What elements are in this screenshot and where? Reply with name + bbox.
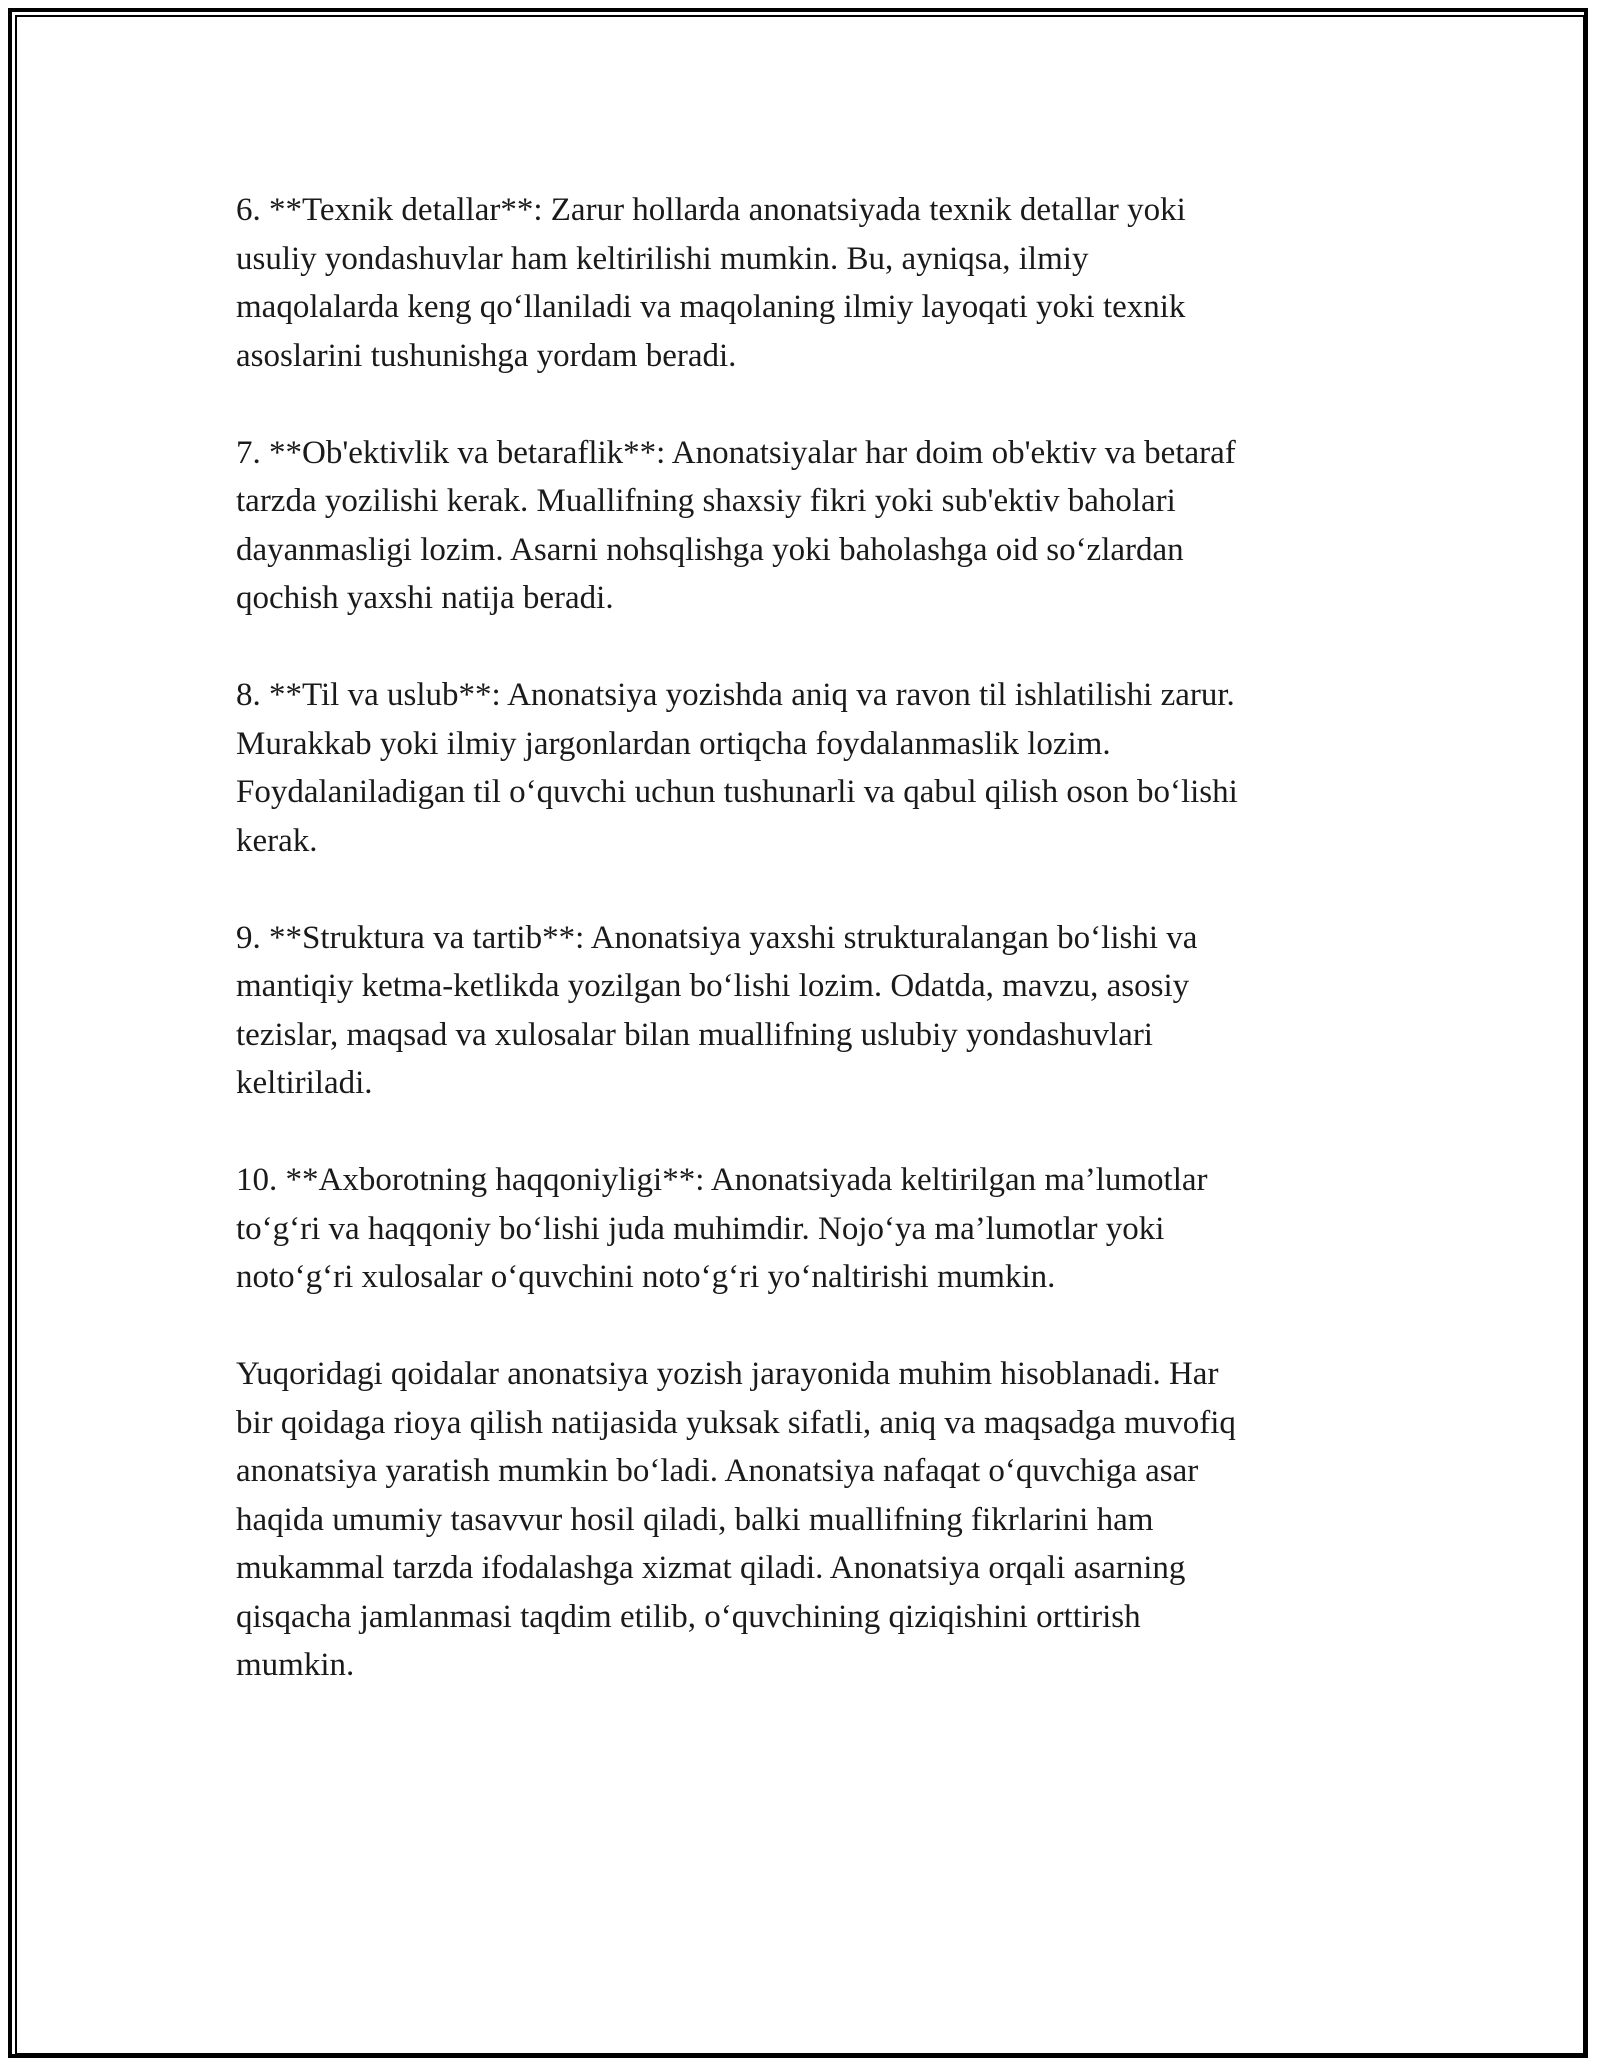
paragraph-objectivity: 7. **Ob'ektivlik va betaraflik**: Anonatsiyalar har doim ob'ektiv va betaraf tarzda yozilishi kerak. Muallifning shaxsiy fikri yoki sub'ektiv baholari dayanmasligi lozim. Asarni nohsqlishga yoki baholashga oid so‘zlardan qochish yaxshi natija beradi. <box>236 434 1236 616</box>
document-body <box>236 186 1366 1690</box>
paragraph-language-style: 8. **Til va uslub**: Anonatsiya yozishda aniq va ravon til ishlatilishi zarur. Murakkab yoki ilmiy jargonlardan ortiqcha foydalanmaslik lozim. Foydalaniladigan til o‘quvchi uchun tushunarli va qabul qilish oson bo‘lishi kerak. <box>236 677 1238 859</box>
paragraph-technical-details: 6. **Texnik detallar**: Zarur hollarda anonatsiyada texnik detallar yoki usuliy yondashuvlar ham keltirilishi mumkin. Bu, ayniqsa, ilmiy maqolalarda keng qo‘llaniladi va maqolaning ilmiy layoqati yoki texnik asoslarini tushunishga yordam beradi. <box>236 192 1186 374</box>
paragraph-information-accuracy: 10. **Axborotning haqqoniyligi**: Anonatsiyada keltirilgan ma’lumotlar to‘g‘ri va haqqoniy bo‘lishi juda muhimdir. Nojo‘ya ma’lumotlar yoki noto‘g‘ri xulosalar o‘quvchini noto‘g‘ri yo‘naltirishi mumkin. <box>236 1162 1208 1295</box>
paragraph-structure-order: 9. **Struktura va tartib**: Anonatsiya yaxshi strukturalangan bo‘lishi va mantiqiy ketma-ketlikda yozilgan bo‘lishi lozim. Odatda, mavzu, asosiy tezislar, maqsad va xulosalar bilan muallifning uslubiy yondashuvlari keltiriladi. <box>236 919 1198 1101</box>
paragraph-conclusion: Yuqoridagi qoidalar anonatsiya yozish jarayonida muhim hisoblanadi. Har bir qoidaga rioya qilish natijasida yuksak sifatli, aniq va maqsadga muvofiq anonatsiya yaratish mumkin bo‘ladi. Anonatsiya nafaqat o‘quvchiga asar haqida umumiy tasavvur hosil qiladi, balki muallifning fikrlarini ham mukammal tarzda ifodalashga xizmat qiladi. Anonatsiya orqali asarning qisqacha jamlanmasi taqdim etilib, o‘quvchining qiziqishini orttirish mumkin. <box>236 1356 1236 1683</box>
